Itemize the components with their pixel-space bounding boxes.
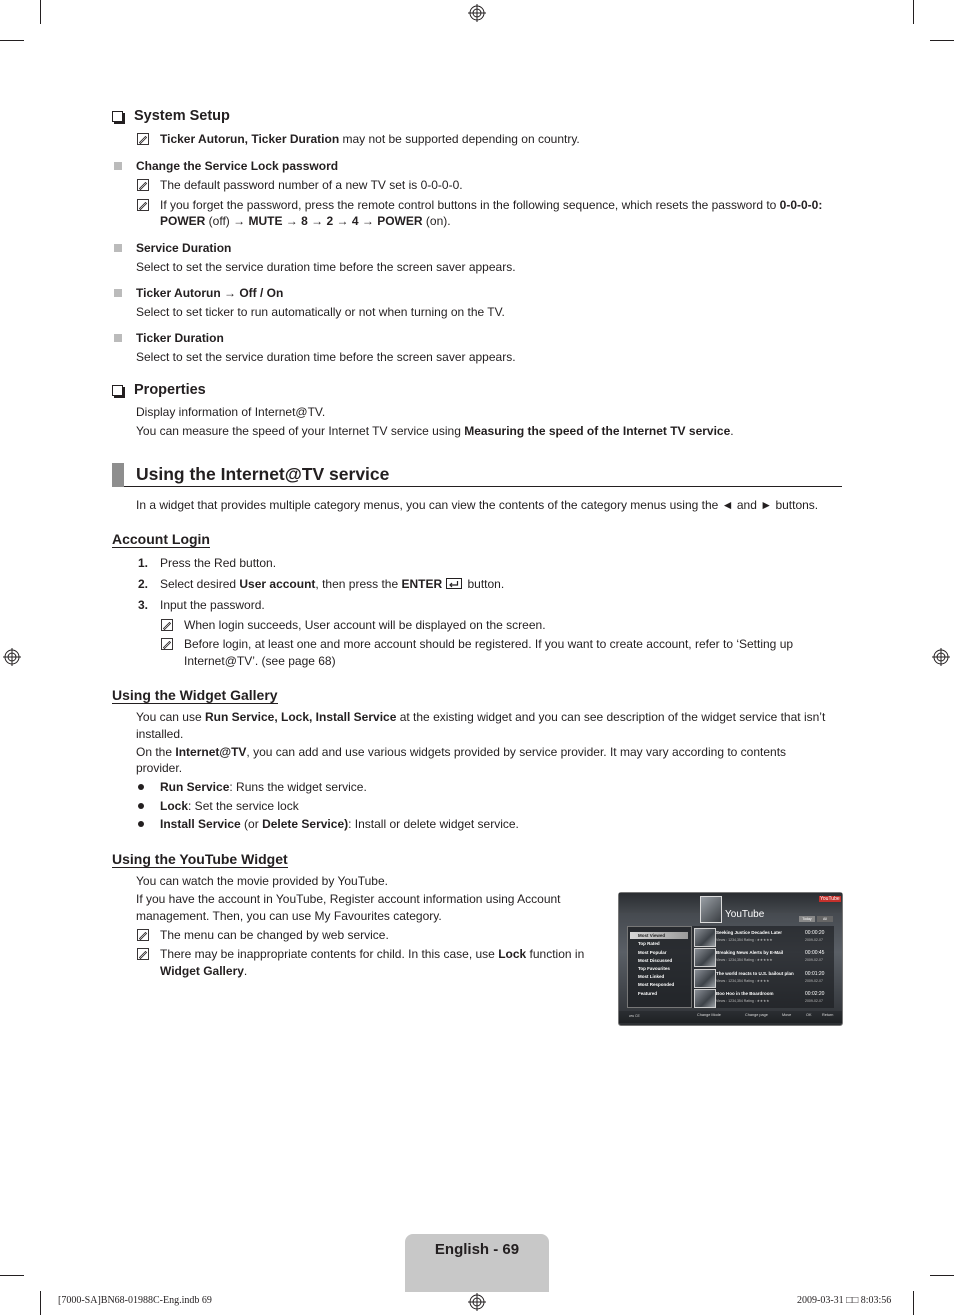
login-note2-cont: Internet@TV’. (see page 68) [184, 654, 336, 668]
crop-mark [930, 1275, 954, 1276]
item-ticker-autorun-title: Ticker Autorun → Off / On [136, 286, 284, 300]
note-icon [161, 638, 173, 650]
youtube-video-meta: Views : 1234,354 Rating : ★★★★ [716, 979, 770, 983]
widget-gallery-p2: On the Internet@TV, you can add and use various widgets provided by service provider. It may vary according to contents [136, 745, 787, 759]
step-number: 2. [138, 577, 149, 591]
youtube-line1: You can watch the movie provided by YouTube. [136, 874, 388, 888]
youtube-video-meta: Views : 1234,354 Rating : ★★★★★ [716, 958, 773, 962]
crop-mark [40, 0, 41, 24]
sequence-part: → [307, 214, 327, 228]
bullet-run-service: Run Service: Runs the widget service. [160, 780, 367, 794]
bullet-lock: Lock: Set the service lock [160, 799, 299, 813]
heading-text: Properties [134, 382, 206, 398]
section-marker-bar [112, 463, 124, 487]
sequence-part: 8 [301, 214, 308, 228]
widget-gallery-p1-cont: installed. [136, 727, 184, 741]
youtube-category-item[interactable]: Most Linked [638, 974, 665, 979]
youtube-video-date: 2009-02-07 [805, 999, 823, 1003]
bullet-install-service: Install Service (or Delete Service): Install or delete widget service. [160, 817, 519, 831]
subsection-widget-gallery: Using the Widget Gallery [112, 687, 278, 703]
square-bullet-icon [114, 334, 122, 342]
youtube-footer-left: ww CE [629, 1014, 640, 1018]
youtube-category-item[interactable]: Most Viewed [638, 933, 666, 938]
youtube-video-date: 2009-02-07 [805, 938, 823, 942]
section-rule [124, 486, 842, 487]
square-bullet-icon [114, 289, 122, 297]
youtube-video-meta: Views : 1234,354 Rating : ★★★★ [716, 999, 770, 1003]
youtube-video-date: 2009-02-07 [805, 979, 823, 983]
sequence-part: (on). [422, 214, 451, 228]
youtube-tab-today[interactable]: Today [799, 916, 815, 922]
youtube-video-title[interactable]: The world reacts to U.S. bailout plan [716, 971, 794, 976]
registration-mark-icon [468, 1293, 486, 1311]
item-ticker-autorun-desc: Select to set ticker to run automatically or not when turning on the TV. [136, 305, 505, 319]
properties-line2: You can measure the speed of your Internet TV service using Measuring the speed of the Internet TV service. [136, 424, 734, 438]
bullet-dot-icon [138, 803, 144, 809]
item-ticker-duration-desc: Select to set the service duration time before the screen saver appears. [136, 350, 516, 364]
item-service-duration-desc: Select to set the service duration time before the screen saver appears. [136, 260, 516, 274]
note-icon [137, 929, 149, 941]
heading-text: System Setup [134, 108, 230, 124]
square-bullet-icon [114, 162, 122, 170]
sequence-part: MUTE [248, 214, 283, 228]
section-heading-system-setup [112, 108, 230, 124]
youtube-line3: management. Then, you can use My Favourites category. [136, 909, 442, 923]
main-intro: In a widget that provides multiple category menus, you can view the contents of the category menus using the ◄ and ► buttons. [136, 498, 819, 512]
section-heading-properties [112, 382, 206, 398]
note-icon [137, 133, 149, 145]
item-ticker-duration-title: Ticker Duration [136, 331, 224, 345]
youtube-video-duration: 00:02:20 [805, 991, 825, 997]
step-number: 3. [138, 598, 149, 612]
youtube-video-duration: 00:01:20 [805, 971, 825, 977]
widget-gallery-p1: You can use Run Service, Lock, Install Service at the existing widget and you can see description of the widget service that isn’t [136, 710, 826, 724]
square-bullet-icon [114, 244, 122, 252]
youtube-widget-icon [700, 896, 722, 923]
youtube-category-item[interactable]: Most Discussed [638, 958, 673, 963]
properties-line1: Display information of Internet@TV. [136, 405, 326, 419]
youtube-header-title: YouTube [725, 909, 765, 920]
youtube-video-thumbnail[interactable] [694, 948, 716, 967]
youtube-note2: There may be inappropriate contents for child. In this case, use Lock function in [160, 947, 585, 961]
change-lock-note2: If you forget the password, press the remote control buttons in the following sequence, which resets the password to 0-0-0-0: [160, 198, 823, 212]
youtube-line2: If you have the account in YouTube, Register account information using Account [136, 892, 561, 906]
system-setup-note: Ticker Autorun, Ticker Duration may not be supported depending on country. [160, 132, 580, 146]
note-icon [137, 948, 149, 960]
youtube-category-item[interactable]: Top Favourites [638, 966, 670, 971]
step-2: Select desired User account, then press the ENTER button. [160, 577, 505, 591]
registration-mark-icon [468, 4, 486, 22]
note-icon [137, 199, 149, 211]
sequence-part: → [282, 214, 302, 228]
youtube-logo: YouTube [820, 896, 840, 902]
note-icon [161, 619, 173, 631]
subsection-youtube-widget: Using the YouTube Widget [112, 851, 288, 867]
print-footer-left: [7000-SA]BN68-01988C-Eng.indb 69 [58, 1295, 212, 1306]
sequence-part: 4 [351, 214, 359, 228]
registration-mark-icon [932, 648, 950, 666]
subsection-account-login: Account Login [112, 531, 210, 547]
sequence-part: → [333, 214, 352, 228]
crop-mark [40, 1291, 41, 1315]
youtube-category-item[interactable]: Top Rated [638, 941, 660, 946]
youtube-video-title[interactable]: Breaking News Alerts by E-Mail [716, 950, 784, 955]
youtube-tab-all[interactable]: All [817, 916, 833, 922]
youtube-video-duration: 00:00:45 [805, 950, 825, 956]
checkbox-bullet-icon [112, 111, 123, 122]
youtube-video-meta: Views : 1234,354 Rating : ★★★★★ [716, 938, 773, 942]
enter-key-icon [446, 578, 462, 589]
sequence-part: POWER [160, 214, 206, 228]
youtube-footer-return[interactable]: Return [822, 1013, 834, 1017]
sequence-part: (off) → [205, 214, 249, 228]
crop-mark [0, 40, 24, 41]
checkbox-bullet-icon [112, 385, 123, 396]
step-3: Input the password. [160, 598, 265, 612]
youtube-note1: The menu can be changed by web service. [160, 928, 389, 942]
youtube-footer-change-page[interactable]: Change page [745, 1013, 768, 1017]
login-note2: Before login, at least one and more account should be registered. If you want to create account, refer to ‘Setting up [184, 637, 794, 651]
registration-mark-icon [3, 648, 21, 666]
page-section-title: Using the Internet@TV service [136, 464, 390, 484]
youtube-footer-move[interactable]: Move [782, 1013, 792, 1017]
change-lock-note2-sequence [160, 213, 451, 230]
bullet-dot-icon [138, 821, 144, 827]
youtube-note2-cont: Widget Gallery. [160, 964, 248, 978]
widget-gallery-p2-cont: provider. [136, 761, 183, 775]
step-1: Press the Red button. [160, 556, 277, 570]
sequence-part: POWER [377, 214, 423, 228]
item-service-duration-title: Service Duration [136, 241, 232, 255]
print-footer-right: 2009-03-31 □□ 8:03:56 [797, 1295, 892, 1306]
youtube-video-thumbnail[interactable] [694, 969, 716, 988]
crop-mark [0, 1275, 24, 1276]
youtube-footer-change-mode[interactable]: Change Mode [697, 1013, 721, 1017]
youtube-video-thumbnail[interactable] [694, 928, 716, 947]
youtube-video-date: 2009-02-07 [805, 958, 823, 962]
youtube-category-item[interactable]: Most Popular [638, 950, 667, 955]
crop-mark [930, 40, 954, 41]
crop-mark [913, 1291, 914, 1315]
sequence-part: 2 [326, 214, 334, 228]
step-number: 1. [138, 556, 149, 570]
youtube-footer-ok[interactable]: OK [806, 1013, 812, 1017]
youtube-video-title[interactable]: Boo Hoo in the Boardroom [716, 991, 774, 996]
change-lock-note1: The default password number of a new TV set is 0-0-0-0. [160, 178, 463, 192]
crop-mark [913, 0, 914, 24]
youtube-category-item[interactable]: Most Responded [638, 982, 675, 987]
youtube-video-title[interactable]: Seeking Justice Decades Later [716, 930, 783, 935]
note-icon [137, 179, 149, 191]
sequence-part: → [358, 214, 378, 228]
item-change-lock-title: Change the Service Lock password [136, 159, 339, 173]
youtube-video-duration: 00:00:20 [805, 930, 825, 936]
youtube-video-thumbnail[interactable] [694, 989, 716, 1008]
youtube-category-item[interactable]: Featured [638, 991, 658, 996]
login-note1: When login succeeds, User account will be displayed on the screen. [184, 618, 546, 632]
bullet-dot-icon [138, 784, 144, 790]
page-number-label: English - 69 [434, 1241, 520, 1258]
